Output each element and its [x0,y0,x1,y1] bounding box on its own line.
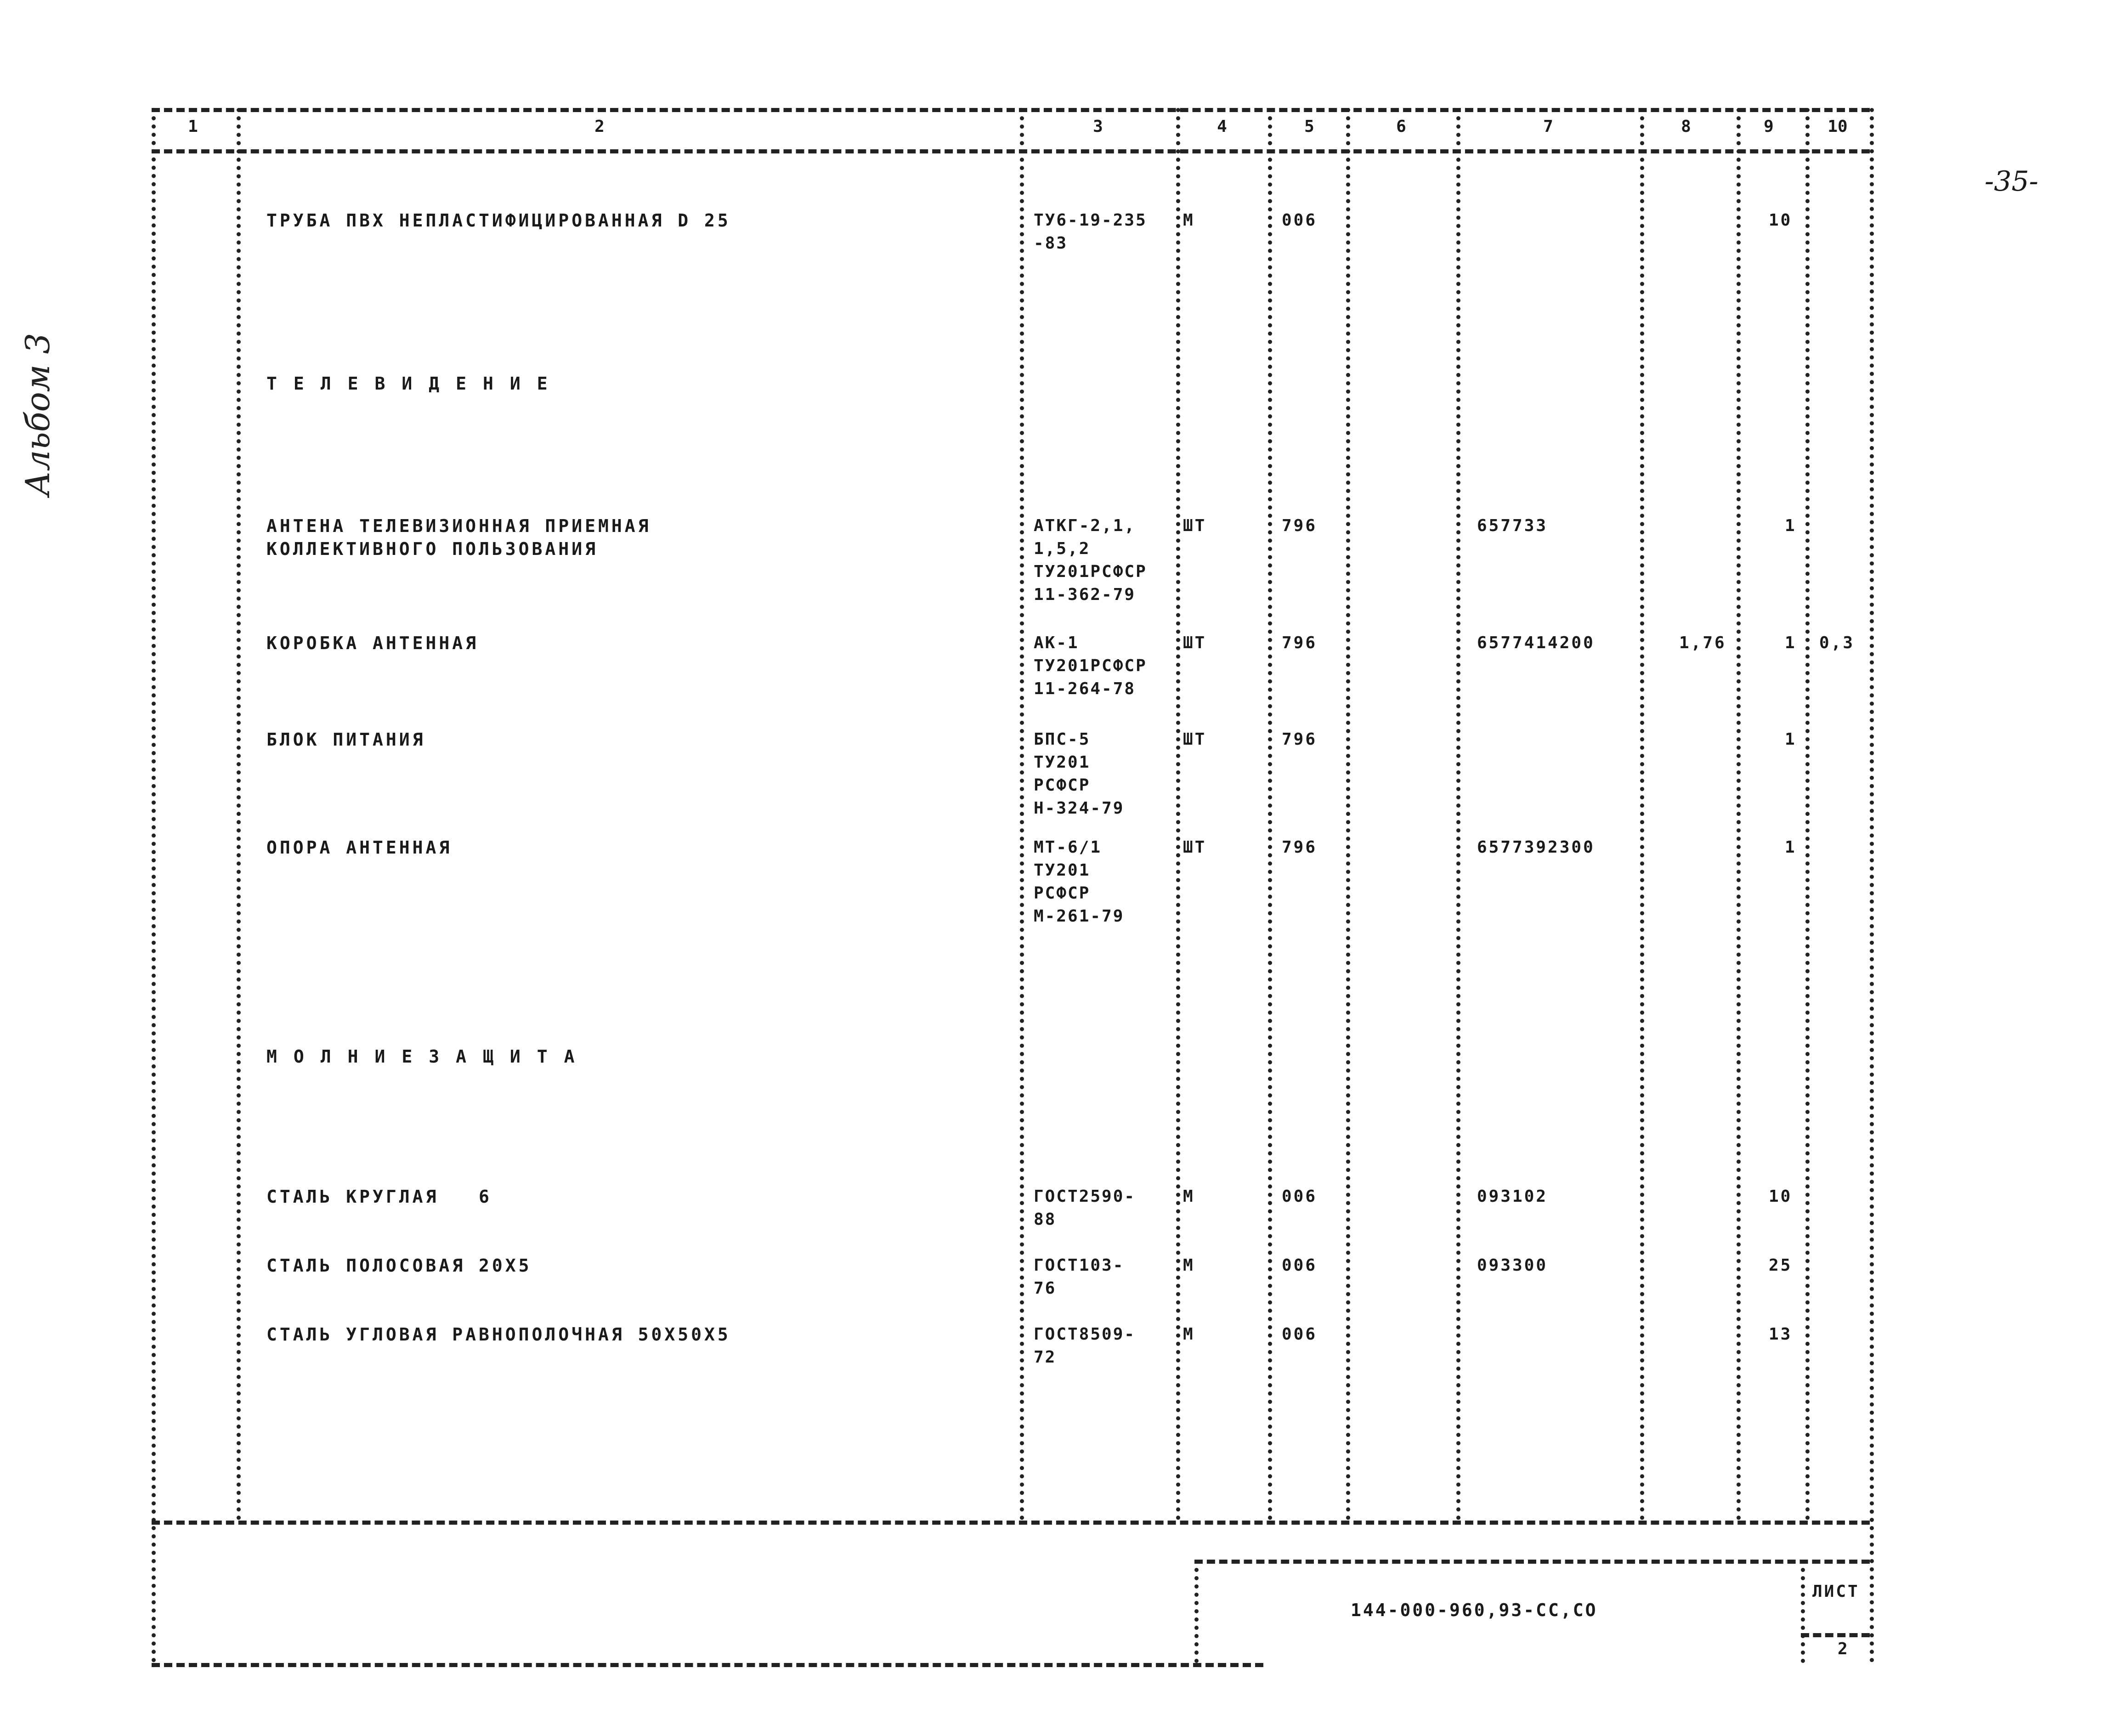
item-spec: БПС-5 ТУ201 РСФСР Н-324-79 [1034,730,1125,818]
item-spec: ГОСТ2590- 88 [1034,1187,1136,1229]
item-name: СТАЛЬ ПОЛОСОВАЯ 20Х5 [266,1255,532,1276]
item-name: БЛОК ПИТАНИЯ [266,729,426,750]
section-title: ТЕЛЕВИДЕНИЕ [266,373,564,394]
item-name: СТАЛЬ УГЛОВАЯ РАВНОПОЛОЧНАЯ 50Х50Х5 [266,1324,731,1345]
item-unit: ШТ [1183,730,1207,749]
item-col9: 13 [1769,1325,1793,1344]
item-code5: 006 [1282,211,1318,230]
item-code7: 6577392300 [1477,838,1595,857]
col-header: 7 [1543,117,1553,136]
page-number: -35- [1985,165,2038,198]
item-col9: 1 [1785,838,1797,857]
sheet-number: 2 [1838,1640,1850,1658]
col-header: 4 [1217,117,1227,136]
col-header: 2 [594,117,605,136]
item-unit: М [1183,1325,1195,1344]
item-code5: 006 [1282,1256,1318,1275]
item-code5: 006 [1282,1325,1318,1344]
item-unit: М [1183,1187,1195,1206]
item-code5: 796 [1282,730,1318,749]
item-code5: 796 [1282,516,1318,535]
item-spec: ГОСТ8509- 72 [1034,1325,1136,1367]
col-header: 9 [1764,117,1774,136]
item-unit: ШТ [1183,633,1207,652]
item-spec: ТУ6-19-235 -83 [1034,211,1147,253]
item-col8: 1,76 [1679,633,1726,652]
col-header: 10 [1827,117,1848,136]
item-unit: ШТ [1183,838,1207,857]
item-unit: М [1183,1256,1195,1275]
item-name: АНТЕНА ТЕЛЕВИЗИОННАЯ ПРИЕМНАЯ КОЛЛЕКТИВНОГО ПОЛЬЗОВАНИЯ [266,516,651,559]
item-spec: АТКГ-2,1, 1,5,2 ТУ201РСФСР 11-362-79 [1034,516,1147,604]
col-header: 3 [1093,117,1103,136]
item-col9: 25 [1769,1256,1793,1275]
item-code7: 093300 [1477,1256,1548,1275]
item-name: СТАЛЬ КРУГЛАЯ 6 [266,1187,492,1207]
section-title: МОЛНИЕЗАЩИТА [266,1046,591,1067]
item-unit: ШТ [1183,516,1207,535]
item-name: КОРОБКА АНТЕННАЯ [266,633,479,653]
item-code5: 796 [1282,838,1318,857]
sheet-label: ЛИСТ [1812,1582,1860,1601]
item-col9: 10 [1769,1187,1793,1206]
item-code5: 006 [1282,1187,1318,1206]
col-header: 8 [1681,117,1691,136]
col-header: 5 [1304,117,1314,136]
item-code7: 6577414200 [1477,633,1595,652]
item-col9: 1 [1785,516,1797,535]
item-name: ОПОРА АНТЕННАЯ [266,837,453,858]
item-col9: 1 [1785,730,1797,749]
item-col10: 0,3 [1819,633,1855,652]
col-header: 1 [188,117,198,136]
document-code: 144-000-960,93-СС,СО [1351,1600,1598,1620]
item-code5: 796 [1282,633,1318,652]
item-col9: 10 [1769,211,1793,230]
album-label: Альбом 3 [18,333,57,496]
col-header: 6 [1396,117,1406,136]
item-col9: 1 [1785,633,1797,652]
item-name: ТРУБА ПВХ НЕПЛАСТИФИЦИРОВАННАЯ D 25 [266,210,731,231]
item-unit: М [1183,211,1195,230]
item-spec: МТ-6/1 ТУ201 РСФСР М-261-79 [1034,838,1125,926]
item-code7: 657733 [1477,516,1548,535]
item-code7: 093102 [1477,1187,1548,1206]
item-spec: АК-1 ТУ201РСФСР 11-264-78 [1034,633,1147,698]
item-spec: ГОСТ103- 76 [1034,1256,1125,1298]
